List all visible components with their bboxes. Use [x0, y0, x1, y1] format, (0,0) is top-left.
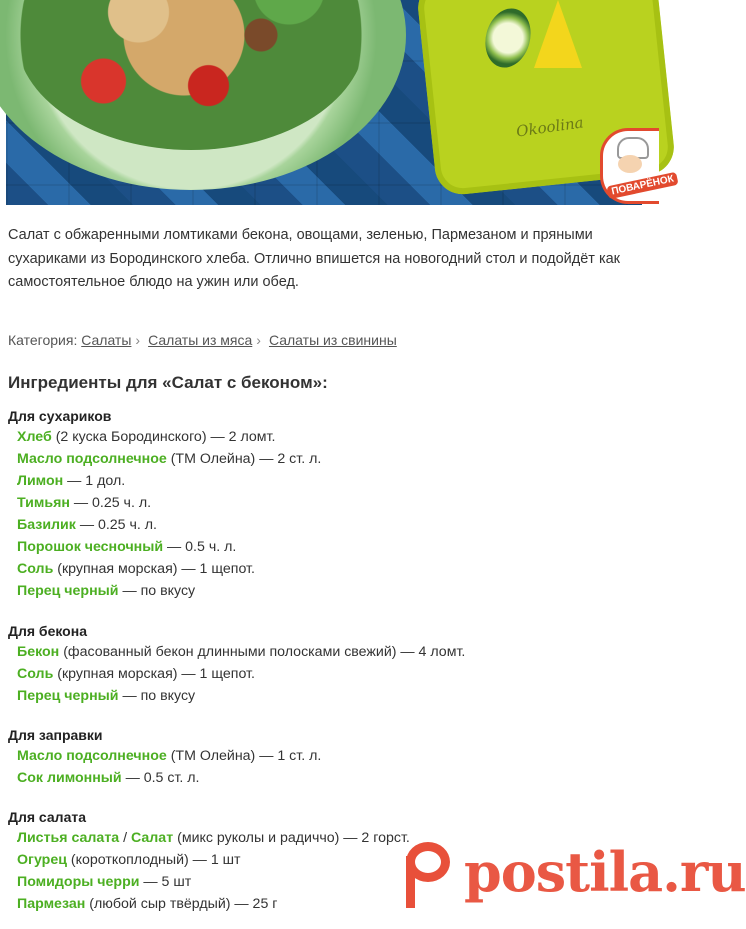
- ingredient-amount: — 0.25 ч. л.: [69, 495, 152, 511]
- ingredient-row: [8, 745, 628, 767]
- watermark-text: postila.ru: [464, 840, 746, 904]
- group-title: Для бекона: [8, 623, 87, 639]
- ingredient-row: [8, 514, 628, 536]
- ingredient-row: [8, 448, 628, 470]
- ingredient-amount: (фасованный бекон длинными полосками свежий) — 4 ломт.: [59, 644, 466, 660]
- ingredient-amount: — по вкусу: [118, 688, 196, 704]
- chevron-right-icon: ›: [135, 332, 141, 348]
- ingredient-link[interactable]: Порошок чесночный: [17, 539, 164, 555]
- ingredient-amount: (короткоплодный) — 1 шт: [66, 852, 241, 868]
- ingredient-group-bacon: [8, 621, 628, 707]
- ingredient-link[interactable]: Тимьян: [17, 495, 70, 511]
- ingredient-link[interactable]: Лимон: [17, 473, 64, 489]
- group-title: Для салата: [8, 809, 86, 825]
- recipe-description: Салат с обжаренными ломтиками бекона, овощами, зеленью, Пармезаном и пряными сухариками из Бородинского хлеба. Отлично впишется на новогодний стол и подойдёт как самостоятельное блюдо на ужин или обед.: [8, 227, 621, 290]
- ingredient-link[interactable]: Соль: [17, 666, 54, 682]
- ingredient-link[interactable]: Пармезан: [17, 896, 86, 912]
- ingredient-row: [8, 426, 628, 448]
- ingredient-link[interactable]: Соль: [17, 561, 54, 577]
- ingredient-row: [8, 558, 628, 580]
- postila-logo-icon: [398, 836, 458, 908]
- ingredient-amount: — 1 дол.: [63, 473, 126, 489]
- ingredient-amount: — 5 шт: [139, 874, 192, 890]
- category-breadcrumb: [8, 332, 397, 348]
- ingredient-amount: (ТМ Олейна) — 2 ст. л.: [166, 451, 322, 467]
- ingredient-link[interactable]: Салат: [130, 830, 174, 846]
- ingredient-link[interactable]: Масло подсолнечное: [17, 451, 167, 467]
- ingredient-amount: (ТМ Олейна) — 1 ст. л.: [166, 748, 322, 764]
- chef-face-icon: [618, 155, 642, 173]
- ingredient-link[interactable]: Перец черный: [17, 688, 119, 704]
- logo-text: ПОВАРЁНОК: [606, 172, 679, 200]
- board-brand-text: Okoolina: [515, 113, 585, 141]
- category-link-meat-salads[interactable]: Салаты из мяса: [148, 332, 253, 348]
- category-link-salads[interactable]: Салаты: [81, 332, 132, 348]
- group-title: Для сухариков: [8, 408, 112, 424]
- recipe-photo[interactable]: [6, 0, 675, 205]
- ingredient-group-dressing: [8, 725, 628, 789]
- ingredient-link[interactable]: Бекон: [17, 644, 60, 660]
- category-label: Категория:: [8, 332, 78, 348]
- ingredient-row: [8, 685, 628, 707]
- ingredient-row: [8, 641, 628, 663]
- ingredient-amount: (крупная морская) — 1 щепот.: [53, 561, 255, 577]
- ingredient-separator: /: [119, 830, 131, 846]
- chevron-right-icon: ›: [256, 332, 261, 348]
- ingredient-amount: (любой сыр твёрдый) — 25 г: [85, 896, 278, 912]
- group-title: Для заправки: [8, 727, 103, 743]
- ingredient-amount: (микс руколы и радиччо) — 2 горст.: [173, 830, 410, 846]
- ingredient-row: [8, 536, 628, 558]
- ingredient-row: [8, 767, 628, 789]
- ingredient-link[interactable]: Масло подсолнечное: [17, 748, 167, 764]
- postila-watermark: [398, 836, 746, 908]
- ingredients-title: Ингредиенты для «Салат с беконом»:: [8, 373, 328, 392]
- ingredient-link[interactable]: Хлеб: [17, 429, 52, 445]
- ingredient-link[interactable]: Огурец: [17, 852, 67, 868]
- ingredient-row: [8, 663, 628, 685]
- ingredient-row: [8, 492, 628, 514]
- ingredient-link[interactable]: Базилик: [17, 517, 76, 533]
- ingredient-link[interactable]: Листья салата: [17, 830, 120, 846]
- category-link-pork-salads[interactable]: Салаты из свинины: [268, 332, 397, 348]
- ingredient-amount: (крупная морская) — 1 щепот.: [53, 666, 255, 682]
- ingredient-link[interactable]: Помидоры черри: [17, 874, 140, 890]
- ingredient-row: [8, 470, 628, 492]
- ingredient-link[interactable]: Сок лимонный: [17, 770, 122, 786]
- ingredient-group-croutons: [8, 406, 628, 602]
- povarenok-logo: [600, 128, 675, 204]
- ingredient-amount: — 0.25 ч. л.: [75, 517, 157, 533]
- ingredient-amount: (2 куска Бородинского) — 2 ломт.: [51, 429, 276, 445]
- ingredient-amount: — 0.5 ст. л.: [121, 770, 200, 786]
- ingredient-amount: — 0.5 ч. л.: [163, 539, 237, 555]
- ingredient-row: [8, 580, 628, 602]
- ingredient-link[interactable]: Перец черный: [17, 583, 119, 599]
- ingredient-amount: — по вкусу: [118, 583, 196, 599]
